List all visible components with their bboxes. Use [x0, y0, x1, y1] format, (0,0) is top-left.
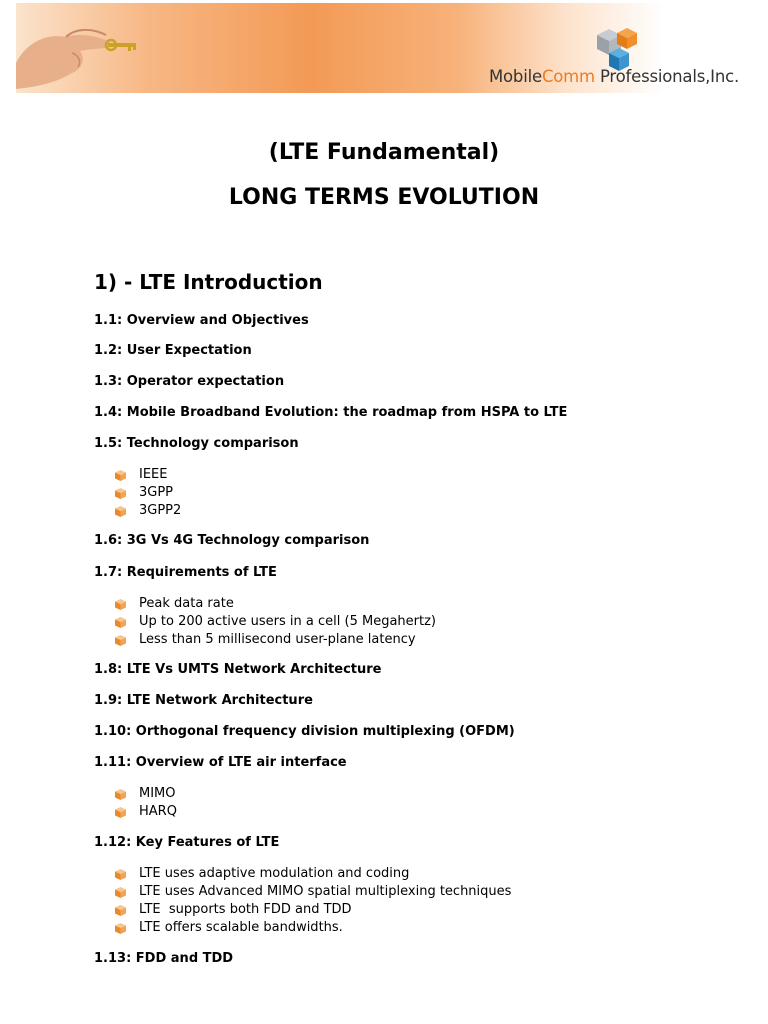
list-item [114, 466, 181, 484]
brand-accent: Comm [541, 67, 595, 86]
list-item [114, 595, 436, 613]
bullet-text: LTE offers scalable bandwidths. [139, 920, 343, 935]
list-item [114, 883, 511, 901]
list-item [114, 484, 181, 502]
toc-entry: 1.4: Mobile Broadband Evolution: the roadmap from HSPA to LTE [94, 405, 568, 420]
list-item [114, 919, 511, 937]
bullet-list-air-interface [114, 785, 177, 821]
bullet-text: Less than 5 millisecond user-plane latency [139, 632, 416, 647]
toc-entry: 1.6: 3G Vs 4G Technology comparison [94, 533, 370, 548]
section-title: 1) - LTE Introduction [94, 270, 323, 294]
toc-entry: 1.3: Operator expectation [94, 374, 285, 389]
toc-entry: 1.13: FDD and TDD [94, 951, 234, 966]
bullet-text: LTE uses adaptive modulation and coding [139, 866, 410, 881]
bullet-text: LTE supports both FDD and TDD [139, 902, 352, 917]
toc-entry: 1.5: Technology comparison [94, 436, 299, 451]
document-title: (LTE Fundamental) [268, 140, 500, 165]
list-item [114, 803, 177, 821]
orange-cube-bullet-icon [114, 806, 127, 825]
toc-entry: 1.11: Overview of LTE air interface [94, 755, 347, 770]
brand-suffix: Professionals,Inc. [594, 67, 739, 86]
brand-name [489, 67, 739, 86]
bullet-list-key-features [114, 865, 511, 937]
brand-prefix: Mobile [489, 67, 542, 86]
orange-cube-bullet-icon [114, 634, 127, 653]
bullet-text: 3GPP2 [139, 503, 182, 518]
bullet-text: HARQ [139, 804, 177, 819]
list-item [114, 631, 436, 649]
list-item [114, 613, 436, 631]
toc-entry: 1.8: LTE Vs UMTS Network Architecture [94, 662, 382, 677]
bullet-list-technology [114, 466, 181, 520]
bullet-text: 3GPP [139, 485, 174, 500]
bullet-text: MIMO [139, 786, 176, 801]
toc-entry: 1.1: Overview and Objectives [94, 313, 309, 328]
toc-entry: 1.2: User Expectation [94, 343, 252, 358]
list-item [114, 785, 177, 803]
list-item [114, 502, 181, 520]
orange-cube-bullet-icon [114, 505, 127, 524]
list-item [114, 865, 511, 883]
toc-entry: 1.7: Requirements of LTE [94, 565, 277, 580]
bullet-text: IEEE [139, 467, 168, 482]
bullet-text: Peak data rate [139, 596, 234, 611]
document-subtitle: LONG TERMS EVOLUTION [228, 185, 540, 210]
toc-entry: 1.10: Orthogonal frequency division multiplexing (OFDM) [94, 724, 515, 739]
bullet-text: Up to 200 active users in a cell (5 Megahertz) [139, 614, 437, 629]
bullet-text: LTE uses Advanced MIMO spatial multiplexing techniques [139, 884, 512, 899]
orange-cube-bullet-icon [114, 922, 127, 941]
toc-entry: 1.12: Key Features of LTE [94, 835, 280, 850]
bullet-list-requirements [114, 595, 436, 649]
puzzle-cube-logo-icon [593, 25, 639, 73]
list-item [114, 901, 511, 919]
header-banner [16, 3, 752, 93]
hand-with-key-image [16, 3, 156, 93]
toc-entry: 1.9: LTE Network Architecture [94, 693, 313, 708]
